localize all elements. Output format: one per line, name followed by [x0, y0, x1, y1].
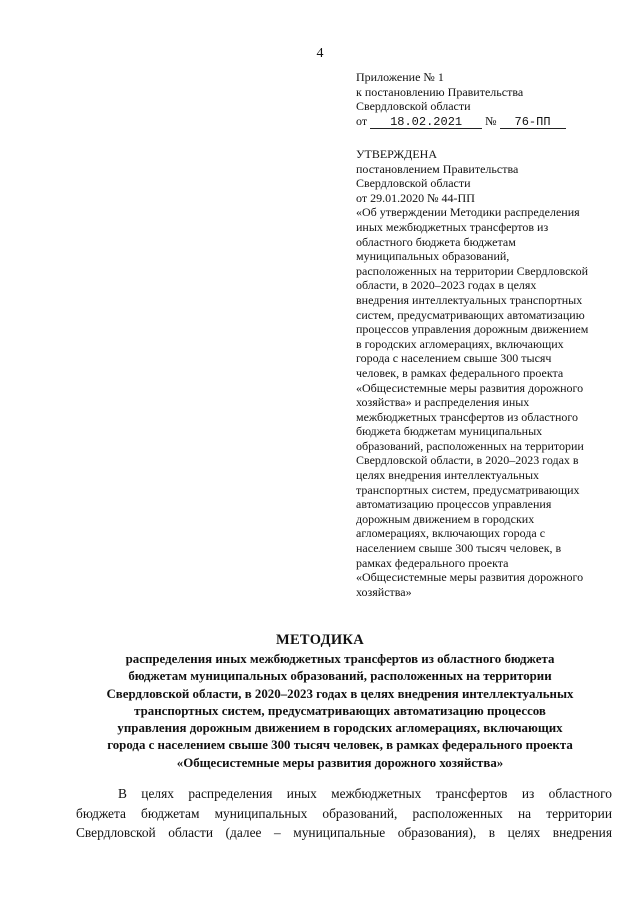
approved-block [356, 147, 618, 599]
number-prefix: № [485, 113, 497, 128]
approved-line: бюджета бюджетам муниципальных [356, 424, 543, 439]
subtitle-line: Свердловской области, в 2020–2023 годах в целях внедрения интеллектуальных [106, 686, 574, 701]
approved-line: областного бюджета бюджетам [356, 234, 516, 249]
subtitle-line: транспортных систем, предусматривающих автоматизацию процессов [134, 703, 546, 718]
body-line: Свердловской области (далее – муниципальные образования), в целях внедрения [76, 825, 612, 840]
approved-line: «Общесистемные меры развития дорожного [356, 570, 584, 585]
approved-line: Свердловской области, в 2020–2023 годах в [356, 453, 579, 468]
approved-line: в городских агломерациях, включающих [356, 336, 564, 351]
approved-line: человек, в рамках федерального проекта [356, 365, 564, 380]
approved-line: муниципальных образований, [356, 249, 510, 264]
approved-line: от 29.01.2020 № 44-ПП [356, 190, 475, 205]
approved-line: хозяйства» [356, 584, 412, 599]
approved-line: агломерациях, включающих города с [356, 526, 546, 541]
body-line: В целях распределения иных межбюджетных трансфертов из областного [118, 786, 612, 801]
approved-line: автоматизацию процессов управления [356, 497, 552, 512]
approved-line: образований, расположенных на территории [356, 438, 584, 453]
approved-line: систем, предусматривающих автоматизацию [356, 307, 585, 322]
page-number: 4 [316, 46, 324, 61]
approved-line: процессов управления дорожным движением [356, 322, 589, 337]
approved-line: внедрения интеллектуальных транспортных [356, 292, 583, 307]
approved-line: транспортных систем, предусматривающих [356, 482, 580, 497]
document-subtitle [70, 651, 610, 772]
subtitle-line: управления дорожным движением в городских агломерациях, включающих [117, 721, 563, 736]
appendix-date-line [356, 114, 618, 129]
date-field: 18.02.2021 [370, 116, 482, 129]
approved-line: постановлением Правительства [356, 161, 519, 176]
approved-heading: УТВЕРЖДЕНА [356, 147, 438, 161]
document-title: МЕТОДИКА [275, 632, 365, 648]
body-paragraph [76, 784, 612, 843]
subtitle-line: распределения иных межбюджетных трансфертов из областного бюджета [125, 652, 555, 666]
date-prefix: от [356, 113, 368, 128]
approved-line: «Общесистемные меры развития дорожного [356, 380, 584, 395]
approved-line: иных межбюджетных трансфертов из [356, 219, 549, 234]
approved-line: межбюджетных трансфертов из областного [356, 409, 579, 424]
approved-line: целях внедрения интеллектуальных [356, 468, 539, 483]
approved-line: дорожным движением в городских [356, 511, 535, 526]
subtitle-line: «Общесистемные меры развития дорожного хозяйства» [176, 755, 504, 770]
approved-line: области, в 2020–2023 годах в целях [356, 278, 537, 293]
number-field: 76-ПП [500, 116, 566, 129]
subtitle-line: города с населением свыше 300 тысяч человек, в рамках федерального проекта [107, 738, 573, 753]
appendix-block [356, 70, 618, 129]
approved-line: хозяйства» и распределения иных [356, 395, 530, 410]
body-line: бюджета бюджетам муниципальных образований, расположенных на территории [76, 805, 612, 821]
appendix-line: Свердловской области [356, 99, 471, 114]
approved-line: населением свыше 300 тысяч человек, в [356, 541, 562, 556]
approved-line: рамках федерального проекта [356, 555, 509, 570]
appendix-line: Приложение № 1 [356, 70, 444, 84]
approved-line: Свердловской области [356, 176, 471, 191]
approved-line: города с населением свыше 300 тысяч [356, 351, 552, 366]
subtitle-line: бюджетам муниципальных образований, расположенных на территории [128, 669, 552, 684]
approved-line: расположенных на территории Свердловской [356, 263, 589, 278]
approved-line: «Об утверждении Методики распределения [356, 205, 580, 220]
appendix-line: к постановлению Правительства [356, 84, 524, 99]
